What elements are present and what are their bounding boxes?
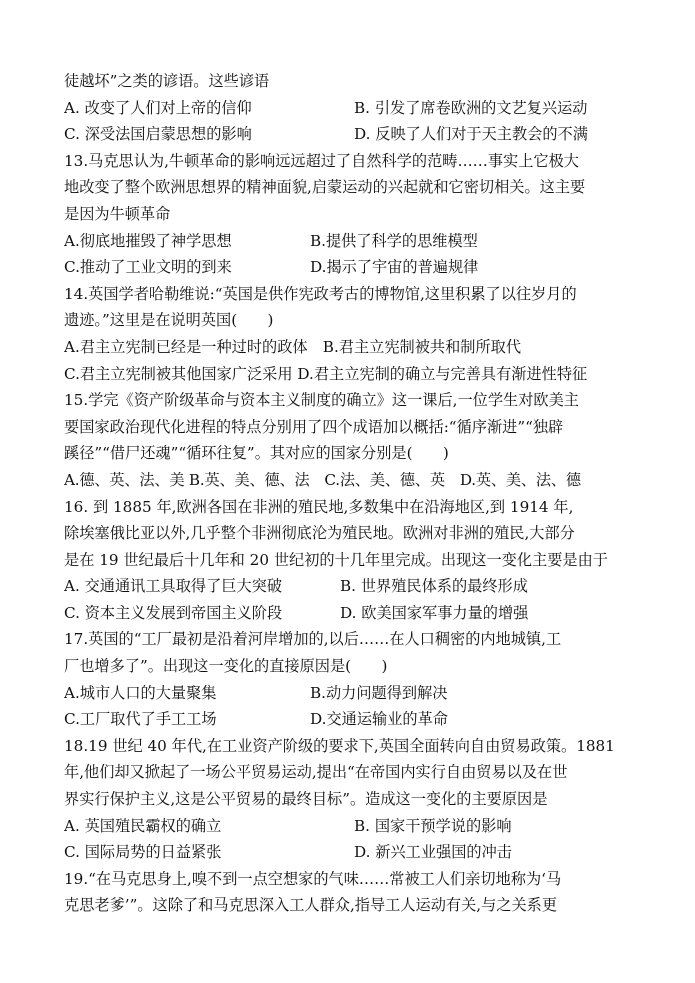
text-line: 地改变了整个欧洲思想界的精神面貌,启蒙运动的兴起就和它密切相关。这主要 [64, 178, 586, 197]
option-right: B. 国家干预学说的影响 [354, 816, 512, 835]
text-line: 17.英国的“工厂最初是沿着河岸增加的,以后……在人口稠密的内地城镇,工 [64, 630, 562, 649]
text-line: 界实行保护主义,这是公平贸易的最终目标”。造成这一变化的主要原因是 [64, 790, 548, 809]
option-left: C.工厂取代了手工工场 [64, 710, 217, 729]
option-row [64, 813, 635, 840]
text-line: 蹊径”“借尸还魂”“循环往复”。其对应的国家分别是( ) [64, 444, 449, 463]
option-right: D.揭示了宇宙的普遍规律 [310, 258, 479, 277]
option-row [64, 121, 635, 148]
option-left: A. 英国殖民霸权的确立 [64, 816, 222, 835]
option-right: B. 引发了席卷欧洲的文艺复兴运动 [354, 98, 588, 117]
option-left: A. 交通通讯工具取得了巨大突破 [64, 577, 283, 596]
option-row [64, 95, 635, 122]
option-right: B. 世界殖民体系的最终形成 [340, 577, 528, 596]
text-line: 15.学完《资产阶级革命与资本主义制度的确立》这一课后,一位学生对欧美主 [64, 391, 579, 410]
text-line: 是在 19 世纪最后十几年和 20 世纪初的十几年里完成。出现这一变化主要是由于 [64, 550, 608, 569]
option-left: A.城市人口的大量聚集 [64, 683, 217, 702]
option-row [64, 680, 635, 707]
text-line: 14.英国学者哈勒维说:“英国是供作宪政考古的博物馆,这里积累了以往岁月的 [64, 284, 577, 303]
option-row [64, 600, 635, 627]
option-row [64, 573, 635, 600]
text-line: C.君主立宪制被其他国家广泛采用 D.君主立宪制的确立与完善具有渐进性特征 [64, 364, 588, 383]
text-line: 是因为牛顿革命 [64, 204, 171, 223]
text-line: 要国家政治现代化进程的特点分别用了四个成语加以概括:“循序渐进”“独辟 [64, 417, 564, 436]
option-right: D. 欧美国家军事力量的增强 [340, 603, 529, 622]
text-line: A.君主立宪制已经是一种过时的政体 B.君主立宪制被共和制所取代 [64, 337, 522, 356]
option-row [64, 839, 635, 866]
text-line: 年,他们却又掀起了一场公平贸易运动,提出“在帝国内实行自由贸易以及在世 [64, 763, 568, 782]
option-left: A.彻底地摧毁了神学思想 [64, 231, 232, 250]
option-left: A. 改变了人们对上帝的信仰 [64, 98, 252, 117]
option-right: B.动力问题得到解决 [310, 683, 448, 702]
option-left: C. 国际局势的日益紧张 [64, 843, 222, 862]
option-right: D. 新兴工业强国的冲击 [354, 843, 512, 862]
option-left: C.推动了工业文明的到来 [64, 258, 232, 277]
text-line: 克思老爹’”。这除了和马克思深入工人群众,指导工人运动有关,与之关系更 [64, 896, 558, 915]
text-line: 18.19 世纪 40 年代,在工业资产阶级的要求下,英国全面转向自由贸易政策。1881 [64, 736, 615, 755]
text-line: 13.马克思认为,牛顿革命的影响远远超过了自然科学的范畴……事实上它极大 [64, 151, 579, 170]
text-line: 遗迹。”这里是在说明英国( ) [64, 311, 274, 330]
option-left: C. 深受法国启蒙思想的影响 [64, 125, 252, 144]
text-line: 16. 到 1885 年,欧洲各国在非洲的殖民地,多数集中在沿海地区,到 1914 年, [64, 497, 574, 516]
text-line: 厂也增多了”。出现这一变化的直接原因是( ) [64, 657, 388, 676]
option-left: C. 资本主义发展到帝国主义阶段 [64, 603, 283, 622]
option-row [64, 706, 635, 733]
option-right: D. 反映了人们对于天主教会的不满 [354, 125, 588, 144]
option-right: D.交通运输业的革命 [310, 710, 448, 729]
option-row: A.德、英、法、美 B.英、美、德、法 C.法、美、德、英 D.英、美、法、德 [64, 470, 581, 489]
option-row [64, 228, 635, 255]
option-row [64, 254, 635, 281]
text-line: 19.“在马克思身上,嗅不到一点空想家的气味……常被工人们亲切地称为‘马 [64, 869, 562, 888]
text-line: 徒越坏”之类的谚语。这些谚语 [64, 72, 270, 90]
option-right: B.提供了科学的思维模型 [310, 231, 478, 250]
text-line: 除埃塞俄比亚以外,几乎整个非洲彻底沦为殖民地。欧洲对非洲的殖民,大部分 [64, 524, 575, 543]
